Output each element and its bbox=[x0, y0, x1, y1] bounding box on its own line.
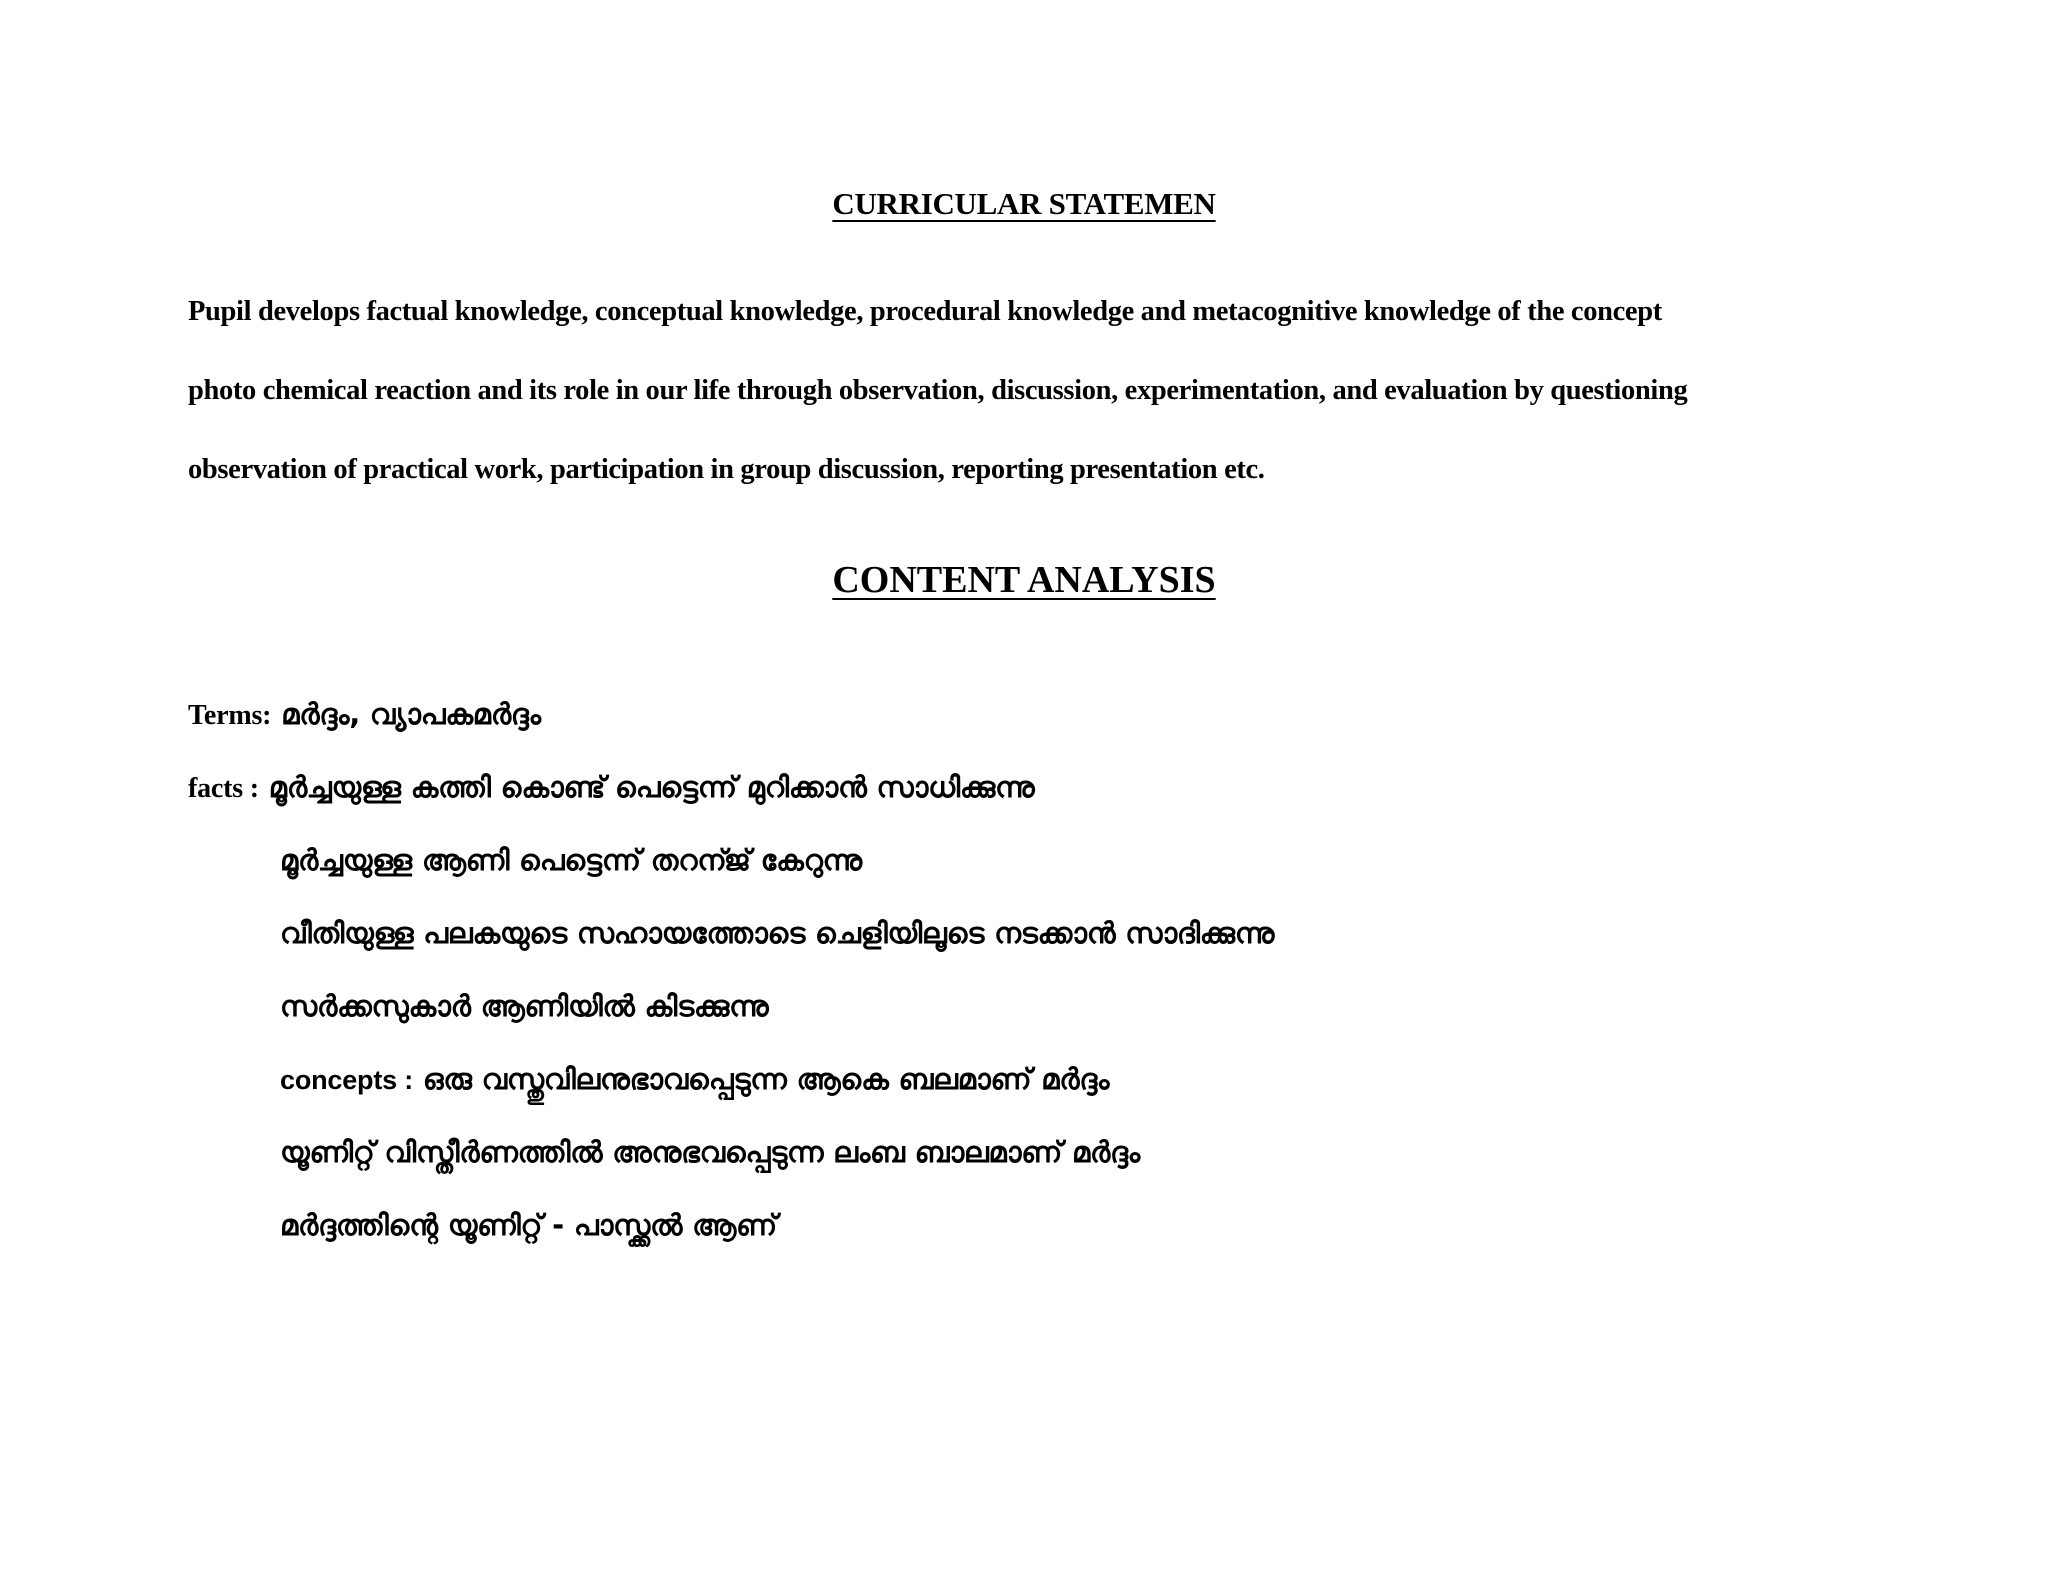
curricular-statement-heading-text: CURRICULAR STATEMEN bbox=[832, 186, 1216, 221]
curricular-statement-line-3: observation of practical work, participation in group discussion, reporting presentation etc. bbox=[188, 454, 1265, 485]
curricular-statement-heading bbox=[0, 186, 2048, 222]
concept-item-2: യൂണിറ്റ് വിസ്തീർണത്തിൽ അനുഭവപ്പെടുന്ന ലംബ ബാലമാണ് മർദ്ദം bbox=[280, 1135, 1140, 1169]
facts-line-1 bbox=[188, 770, 1034, 805]
content-analysis-heading-text: CONTENT ANALYSIS bbox=[832, 559, 1216, 601]
concepts-line-1 bbox=[280, 1062, 1109, 1097]
fact-item-3: വീതിയുള്ള പലകയുടെ സഹായത്തോടെ ചെളിയിലൂടെ നടക്കാൻ സാദിക്കുന്നു bbox=[280, 916, 1275, 950]
concept-item-3: മർദ്ദത്തിന്റെ യൂണിറ്റ് - പാസ്ക്കൽ ആണ് bbox=[280, 1208, 777, 1242]
content-analysis-heading bbox=[0, 558, 2048, 602]
curricular-statement-line-2: photo chemical reaction and its role in our life through observation, discussion, experimentation, and evaluation by questioning bbox=[188, 375, 1688, 406]
fact-item-1: മൂർച്ചയുള്ള കത്തി കൊണ്ട് പെട്ടെന്ന് മുറിക്കാൻ സാധിക്കുന്നു bbox=[258, 770, 1035, 804]
terms-line bbox=[188, 697, 541, 732]
concepts-label: concepts : bbox=[280, 1065, 414, 1095]
terms-label: Terms: bbox=[188, 700, 272, 731]
terms-text: മർദ്ദം, വ്യാപകമർദ്ദം bbox=[271, 697, 541, 731]
facts-label: facts : bbox=[188, 773, 259, 804]
fact-item-2: മൂർച്ചയുള്ള ആണി പെട്ടെന്ന് തറന്ജ് കേറുന്നു bbox=[280, 843, 862, 877]
curricular-statement-line-1: Pupil develops factual knowledge, conceptual knowledge, procedural knowledge and metacognitive knowledge of the concept bbox=[188, 296, 1662, 327]
fact-item-4: സർക്കസുകാർ ആണിയിൽ കിടക്കുന്നു bbox=[280, 989, 769, 1023]
concept-item-1: ഒരു വസ്തുവിലനുഭാവപ്പെടുന്ന ആകെ ബലമാണ് മർദ്ദം bbox=[413, 1062, 1110, 1096]
